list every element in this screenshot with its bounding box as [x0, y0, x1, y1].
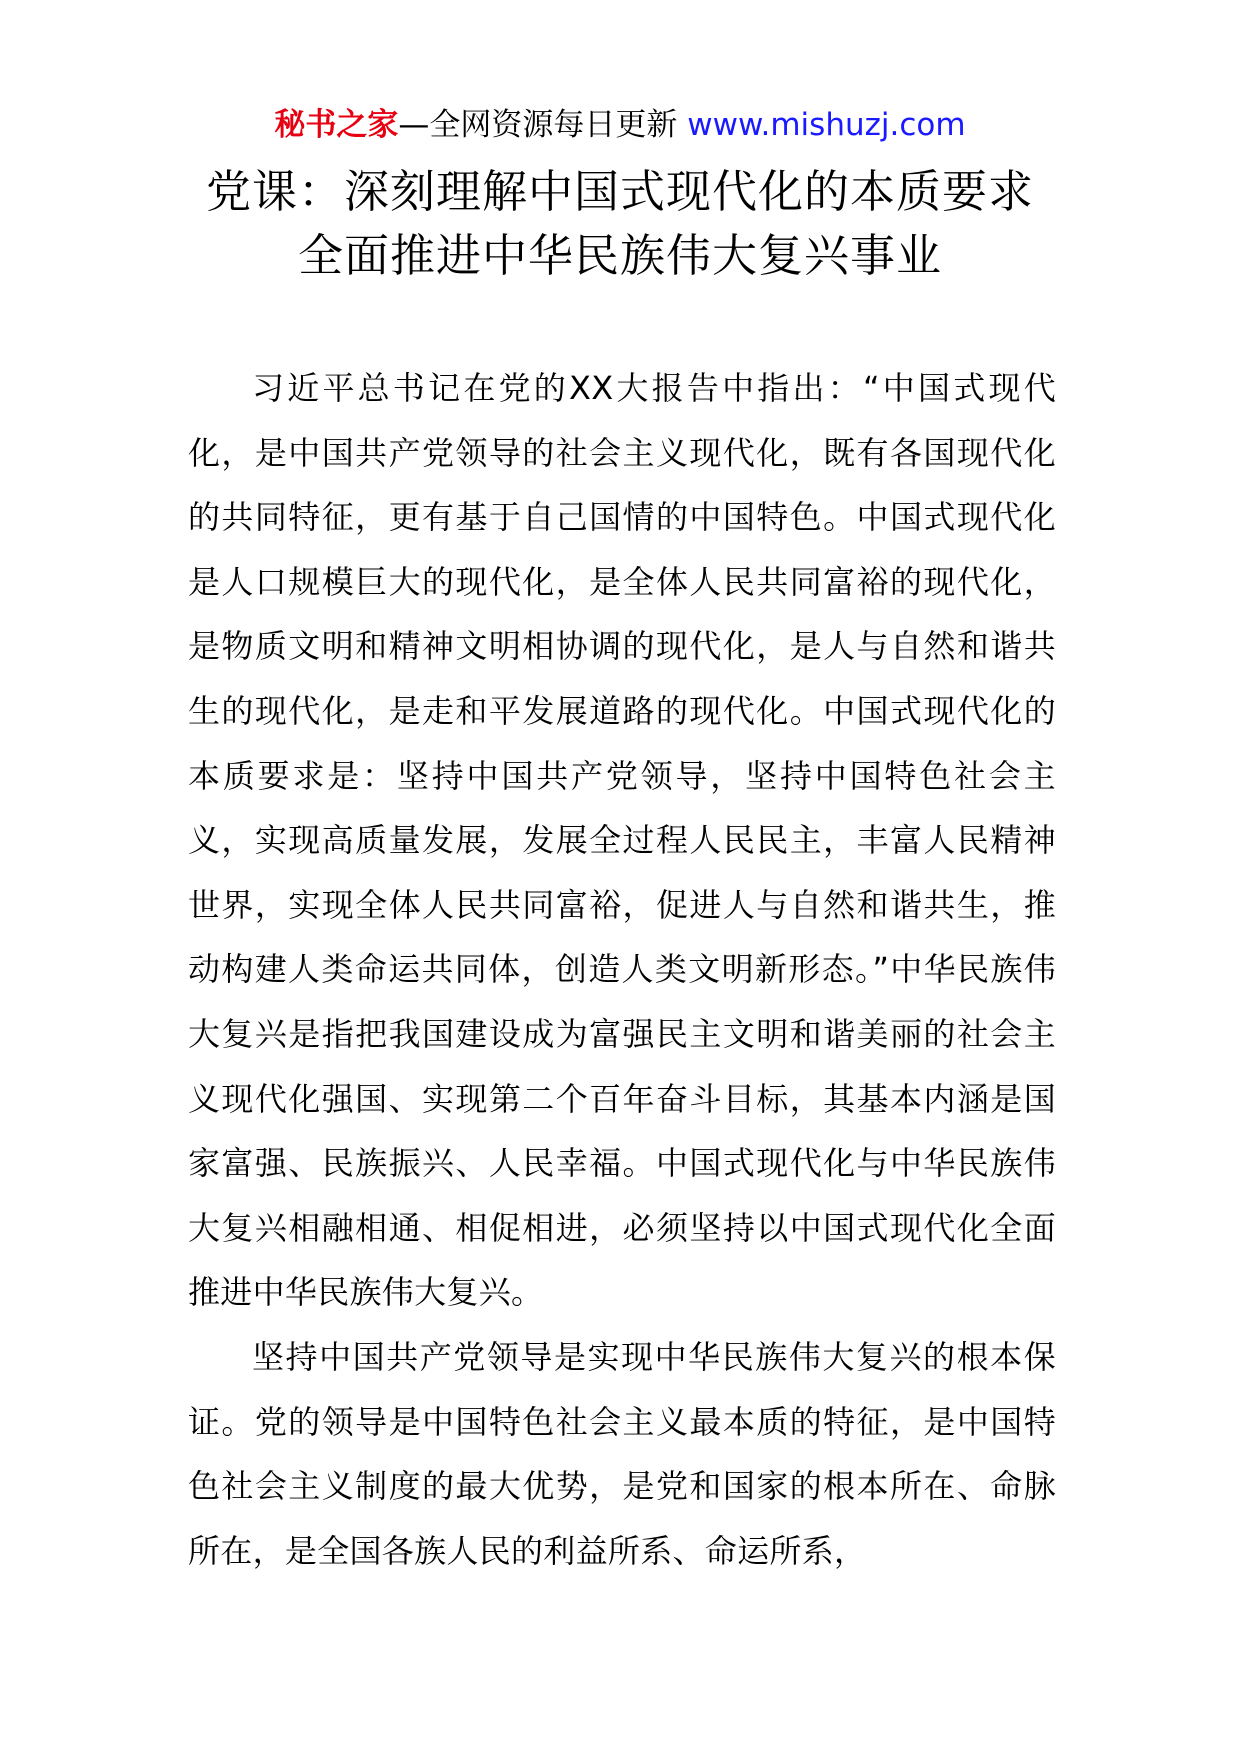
site-brand: 秘书之家 [274, 107, 399, 143]
site-tagline: —全网资源每日更新 [398, 107, 688, 143]
site-url-link[interactable]: www.mishuzj.com [687, 107, 966, 143]
document-title-line-1: 党课：深刻理解中国式现代化的本质要求 [205, 165, 1034, 218]
site-header [0, 100, 1240, 150]
body-paragraph-2: 坚持中国共产党领导是实现中华民族伟大复兴的根本保证。党的领导是中国特色社会主义最本质的特征，是中国特色社会主义制度的最大优势，是党和国家的根本所在、命脉所在，是全国各族人民的利益所系、命运所系， [188, 1337, 1056, 1570]
document-title-line-2: 全面推进中华民族伟大复兴事业 [297, 229, 942, 282]
document-body [188, 356, 1056, 1583]
body-paragraph-1: 习近平总书记在党的XX大报告中指出：“中国式现代化，是中国共产党领导的社会主义现代化，既有各国现代化的共同特征，更有基于自己国情的中国特色。中国式现代化是人口规模巨大的现代化，是全体人民共同富裕的现代化，是物质文明和精神文明相协调的现代化，是人与自然和谐共生的现代化，是走和平发展道路的现代化。中国式现代化的本质要求是：坚持中国共产党领导，坚持中国特色社会主义，实现高质量发展，发展全过程人民民主，丰富人民精神世界，实现全体人民共同富裕，促进人与自然和谐共生，推动构建人类命运共同体，创造人类文明新形态。”中华民族伟大复兴是指把我国建设成为富强民主文明和谐美丽的社会主义现代化强国、实现第二个百年奋斗目标，其基本内涵是国家富强、民族振兴、人民幸福。中国式现代化与中华民族伟大复兴相融相通、相促相进，必须坚持以中国式现代化全面推进中华民族伟大复兴。 [188, 369, 1056, 1312]
